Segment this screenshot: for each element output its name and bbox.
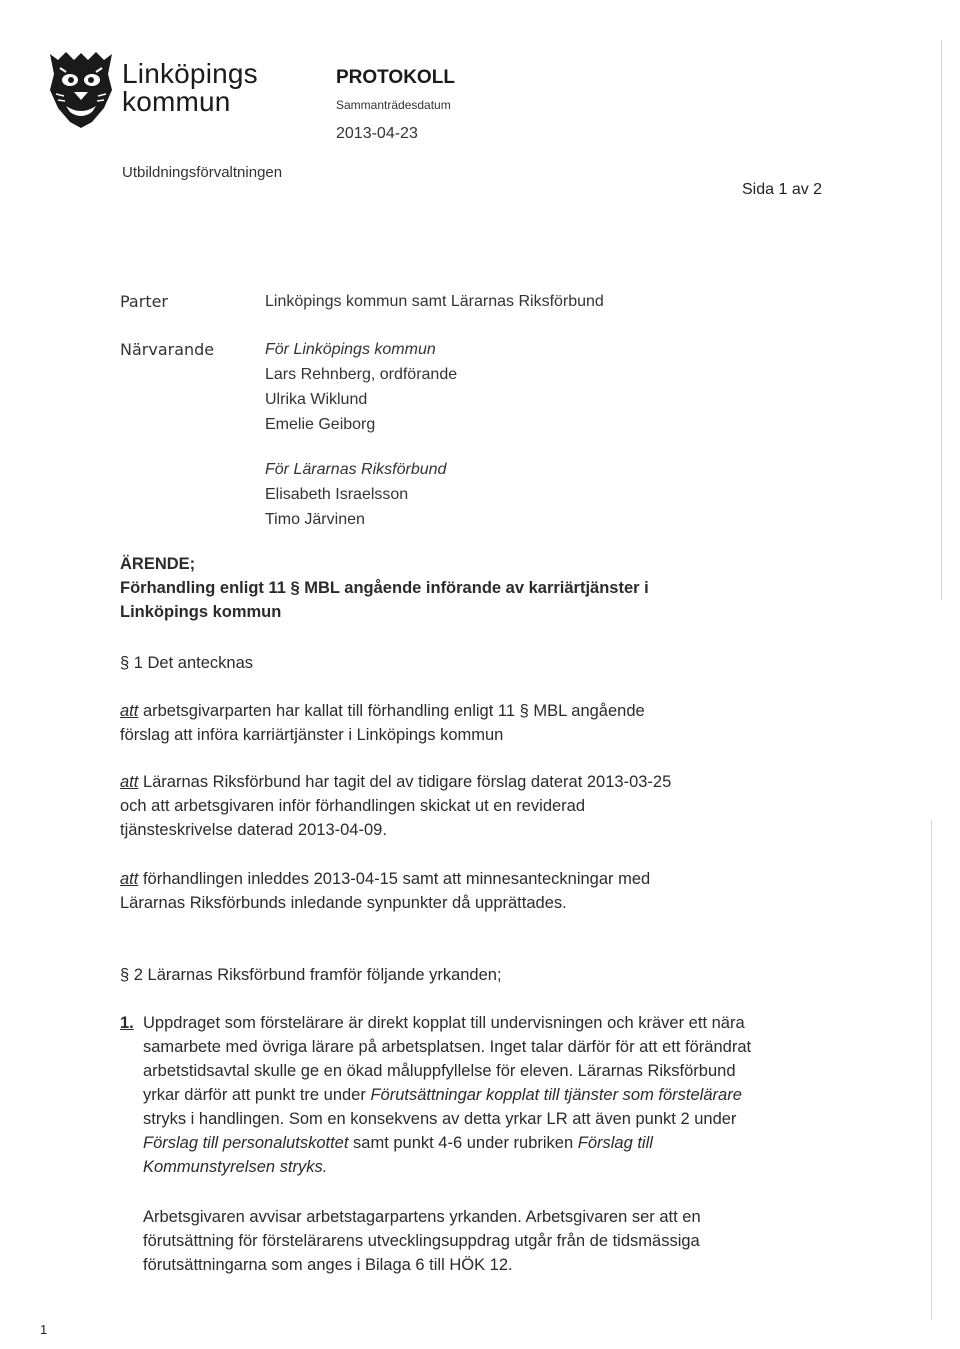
arende-label: ÄRENDE; (120, 555, 196, 573)
arende-block (120, 552, 840, 624)
session-date-label: Sammanträdesdatum (336, 98, 451, 112)
section1-heading: § 1 Det antecknas (120, 654, 253, 672)
claim-italic: Förslag till personalutskottet (143, 1134, 349, 1152)
claim-line (143, 1131, 833, 1155)
att-item-1 (120, 699, 840, 747)
doc-type: PROTOKOLL (336, 67, 455, 88)
att-text: förhandlingen inleddes 2013-04-15 samt att minnesanteckningar med (142, 870, 651, 888)
arende-line: Linköpings kommun (120, 603, 282, 621)
att-text: förslag att införa karriärtjänster i Linköpings kommun (120, 726, 504, 744)
page-indicator: Sida 1 av 2 (742, 181, 823, 198)
att-word: att (120, 773, 139, 791)
parter-value: Linköpings kommun samt Lärarnas Riksförbund (265, 293, 604, 310)
brand-line1: Linköpings (122, 58, 258, 89)
att-text: och att arbetsgivaren inför förhandlingen skickat ut en reviderad (120, 797, 586, 815)
arende-line: Förhandling enligt 11 § MBL angående införande av karriärtjänster i (120, 579, 649, 597)
attendee: Emelie Geiborg (265, 416, 376, 433)
footer-page-number: 1 (40, 1322, 48, 1337)
attendee: Timo Järvinen (265, 511, 365, 528)
att-text: tjänsteskrivelse daterad 2013-04-09. (120, 821, 387, 839)
claim-italic: Förutsättningar kopplat till tjänster som förstelärare (370, 1086, 742, 1104)
claim-paragraph (143, 1011, 833, 1179)
attendee: Elisabeth Israelsson (265, 486, 409, 503)
brand-name (122, 60, 258, 116)
claim-line: Kommunstyrelsen stryks. (143, 1158, 328, 1176)
claim-italic: Förslag till (577, 1134, 653, 1152)
attendees-kommun (265, 337, 457, 437)
parter-label: Parter (120, 292, 169, 311)
att-word: att (120, 870, 139, 888)
response-line: förutsättningarna som anges i Bilaga 6 till HÖK 12. (143, 1256, 513, 1274)
section2-heading: § 2 Lärarnas Riksförbund framför följande yrkanden; (120, 966, 502, 984)
att-text: Lärarnas Riksförbund har tagit del av tidigare förslag daterat 2013-03-25 (142, 773, 672, 791)
attendee: Lars Rehnberg, ordförande (265, 366, 458, 383)
claim-line: arbetstidsavtal skulle ge en ökad måluppfyllelse för eleven. Lärarnas Riksförbund (143, 1062, 736, 1080)
att-text: arbetsgivarparten har kallat till förhandling enligt 11 § MBL angående (142, 702, 645, 720)
att-item-2 (120, 770, 840, 842)
response-line: förutsättning för förstelärarens utvecklingsuppdrag utgår från de tidsmässiga (143, 1232, 700, 1250)
narvarande-label: Närvarande (120, 340, 215, 359)
brand-line2: kommun (122, 86, 231, 117)
attendee-group-title: För Lärarnas Riksförbund (265, 461, 447, 478)
session-date: 2013-04-23 (336, 125, 418, 142)
scan-artifact (941, 40, 942, 600)
attendees-lr (265, 457, 446, 532)
attendee-group-title: För Linköpings kommun (265, 341, 436, 358)
claim-text: yrkar därför att punkt tre under (143, 1086, 371, 1104)
claim-text: samt punkt 4-6 under rubriken (348, 1134, 578, 1152)
claim-line: Uppdraget som förstelärare är direkt kopplat till undervisningen och kräver ett nära (143, 1014, 745, 1032)
claim-number: 1. (120, 1014, 134, 1032)
att-text: Lärarnas Riksförbunds inledande synpunkter då upprättades. (120, 894, 567, 912)
response-line: Arbetsgivaren avvisar arbetstagarpartens yrkanden. Arbetsgivaren ser att en (143, 1208, 701, 1226)
employer-response (143, 1205, 833, 1277)
claim-line: samarbete med övriga lärare på arbetsplatsen. Inget talar därför för att ett förändrat (143, 1038, 752, 1056)
att-item-3 (120, 867, 840, 915)
attendee: Ulrika Wiklund (265, 391, 368, 408)
att-word: att (120, 702, 139, 720)
claim-line (143, 1083, 833, 1107)
scan-artifact (931, 820, 932, 1320)
lion-crest-logo (46, 50, 116, 130)
claim-line: stryks i handlingen. Som en konsekvens av detta yrkar LR att även punkt 2 under (143, 1110, 737, 1128)
department: Utbildningsförvaltningen (122, 164, 283, 181)
